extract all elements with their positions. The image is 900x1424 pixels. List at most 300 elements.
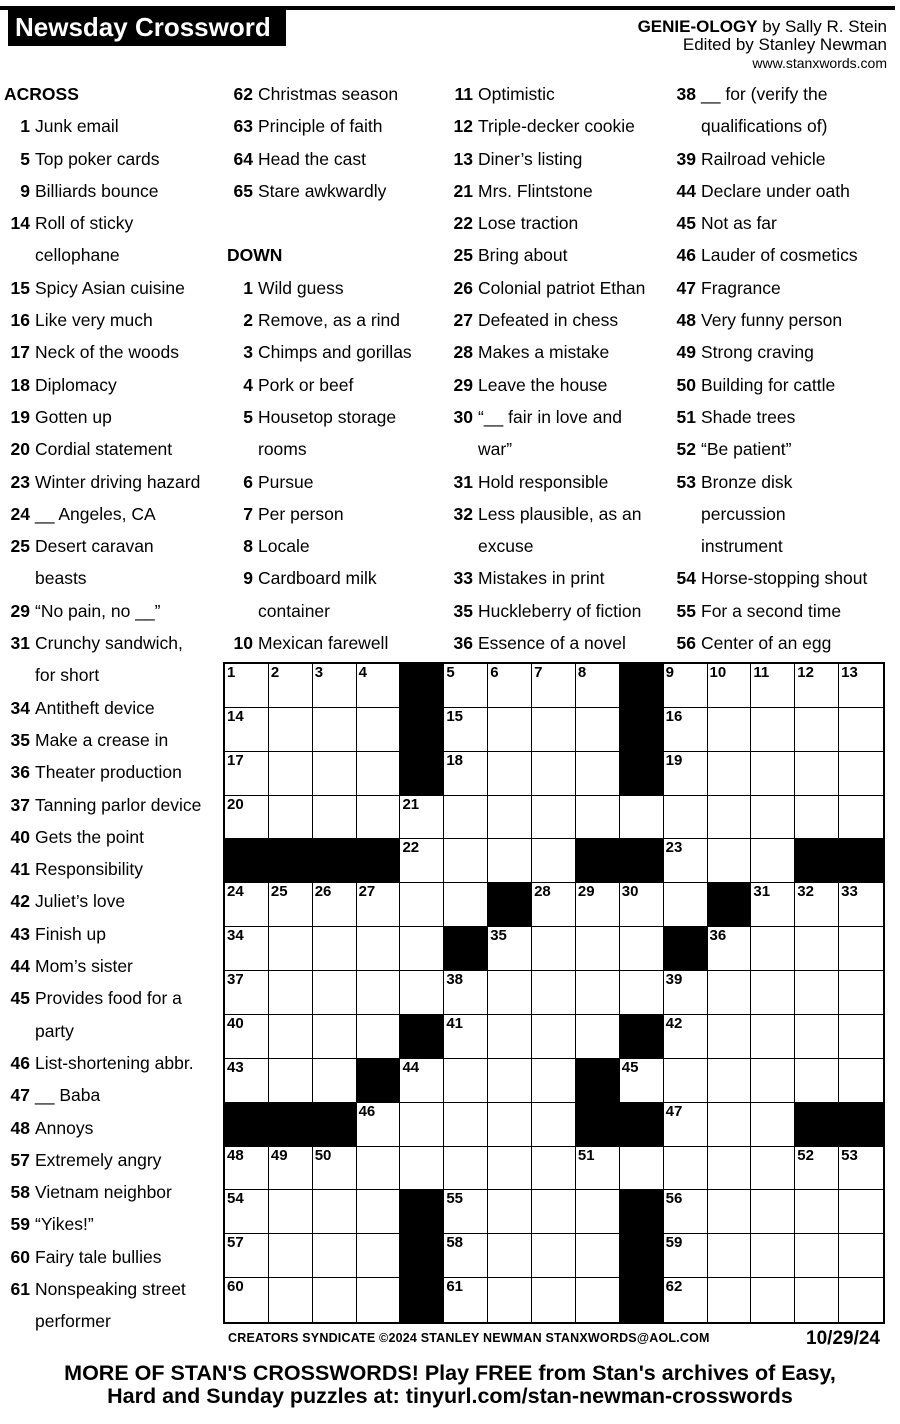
grid-cell[interactable] <box>664 971 708 1015</box>
grid-cell[interactable] <box>444 839 488 883</box>
grid-cell[interactable] <box>839 927 883 971</box>
clue-text: rooms <box>258 439 307 460</box>
clue-number: 9 <box>20 180 30 201</box>
grid-cell[interactable] <box>488 752 532 796</box>
grid-cell[interactable] <box>313 927 357 971</box>
grid-cell[interactable] <box>532 971 576 1015</box>
grid-cell[interactable] <box>795 1190 839 1234</box>
grid-cell[interactable] <box>795 971 839 1015</box>
grid-cell[interactable] <box>225 883 269 927</box>
grid-cell[interactable] <box>751 1059 795 1103</box>
grid-cell[interactable] <box>620 927 664 971</box>
grid-cell[interactable] <box>532 1059 576 1103</box>
grid-cell[interactable] <box>708 752 752 796</box>
cell-number: 25 <box>270 883 288 901</box>
grid-cell[interactable] <box>269 752 313 796</box>
grid-cell[interactable] <box>708 839 752 883</box>
grid-cell[interactable] <box>357 708 401 752</box>
grid-cell[interactable] <box>664 1234 708 1278</box>
clue-item <box>670 239 867 271</box>
clue-text: beasts <box>35 568 87 589</box>
grid-cell[interactable] <box>839 1147 883 1191</box>
clue-item <box>227 466 412 498</box>
clue-text: percussion <box>701 503 786 524</box>
grid-cell[interactable] <box>532 1234 576 1278</box>
clue-item <box>4 207 201 239</box>
grid-cell[interactable] <box>664 1103 708 1147</box>
grid-cell[interactable] <box>751 971 795 1015</box>
clue-item <box>670 401 867 433</box>
clue-number: 49 <box>676 342 696 363</box>
grid-cell[interactable] <box>444 1103 488 1147</box>
grid-cell[interactable] <box>532 664 576 708</box>
grid-cell[interactable] <box>532 1190 576 1234</box>
clue-item <box>227 369 412 401</box>
grid-cell[interactable] <box>269 1278 313 1322</box>
grid-cell[interactable] <box>708 971 752 1015</box>
grid-cell[interactable] <box>357 1190 401 1234</box>
grid-cell[interactable] <box>400 883 444 927</box>
grid-cell[interactable] <box>357 752 401 796</box>
grid-cell[interactable] <box>444 1234 488 1278</box>
clue-text: party <box>35 1020 74 1041</box>
grid-cell[interactable] <box>400 1103 444 1147</box>
cell-number: 50 <box>314 1146 332 1164</box>
grid-cell[interactable] <box>488 1015 532 1059</box>
clue-number: 16 <box>10 310 30 331</box>
promo-line-1: MORE OF STAN'S CROSSWORDS! Play FREE from Stan's archives of Easy, <box>64 1361 836 1385</box>
grid-cell[interactable] <box>269 796 313 840</box>
grid-cell[interactable] <box>269 708 313 752</box>
grid-cell[interactable] <box>488 1103 532 1147</box>
clue-text: cellophane <box>35 245 120 266</box>
cell-number: 37 <box>227 971 244 989</box>
clue-text: Make a crease in <box>35 729 169 750</box>
grid-cell[interactable] <box>620 1059 664 1103</box>
grid-cell[interactable] <box>313 708 357 752</box>
grid-cell[interactable] <box>269 1015 313 1059</box>
grid-cell[interactable] <box>313 1059 357 1103</box>
clue-text: Roll of sticky <box>35 213 134 234</box>
grid-cell[interactable] <box>269 927 313 971</box>
grid-cell[interactable] <box>444 1147 488 1191</box>
grid-cell[interactable] <box>708 927 752 971</box>
grid-cell[interactable] <box>313 883 357 927</box>
grid-cell[interactable] <box>839 664 883 708</box>
cell-number: 62 <box>665 1278 683 1296</box>
grid-cell[interactable] <box>225 1278 269 1322</box>
grid-cell[interactable] <box>400 1147 444 1191</box>
grid-cell[interactable] <box>751 1278 795 1322</box>
grid-cell[interactable] <box>225 664 269 708</box>
clue-item <box>447 272 645 304</box>
grid-cell[interactable] <box>444 1278 488 1322</box>
grid-cell[interactable] <box>357 1103 401 1147</box>
clue-item <box>670 78 867 110</box>
cell-number: 49 <box>270 1146 288 1164</box>
grid-cell[interactable] <box>795 883 839 927</box>
clue-number: 45 <box>676 213 696 234</box>
clue-number: 26 <box>453 277 473 298</box>
grid-cell[interactable] <box>444 752 488 796</box>
grid-cell[interactable] <box>664 708 708 752</box>
grid-cell[interactable] <box>488 796 532 840</box>
crossword-grid[interactable] <box>223 662 885 1324</box>
clue-number: 47 <box>10 1085 30 1106</box>
clue-item <box>447 562 645 594</box>
grid-cell[interactable] <box>444 971 488 1015</box>
grid-cell[interactable] <box>839 1059 883 1103</box>
clue-text: excuse <box>478 536 534 557</box>
clue-text: Billiards bounce <box>35 180 159 201</box>
grid-cell[interactable] <box>576 927 620 971</box>
grid-cell[interactable] <box>532 883 576 927</box>
clue-item <box>227 78 412 110</box>
grid-cell[interactable] <box>708 708 752 752</box>
grid-cell[interactable] <box>225 752 269 796</box>
clue-number: 8 <box>243 536 253 557</box>
cell-number: 16 <box>665 707 683 725</box>
grid-cell[interactable] <box>664 796 708 840</box>
black-square <box>444 927 488 971</box>
clue-text: Christmas season <box>258 84 399 104</box>
grid-cell[interactable] <box>839 1190 883 1234</box>
grid-cell[interactable] <box>488 971 532 1015</box>
website-link[interactable]: www.stanxwords.com <box>752 55 887 71</box>
grid-cell[interactable] <box>357 664 401 708</box>
grid-cell[interactable] <box>400 1059 444 1103</box>
clue-number: 6 <box>243 471 253 492</box>
grid-cell[interactable] <box>751 1234 795 1278</box>
grid-cell[interactable] <box>664 1278 708 1322</box>
clue-number: 40 <box>10 826 30 847</box>
clue-number: 30 <box>453 406 473 427</box>
clue-item <box>4 1208 201 1240</box>
grid-cell[interactable] <box>313 664 357 708</box>
clue-item <box>447 304 645 336</box>
grid-cell[interactable] <box>708 1103 752 1147</box>
clue-text: Mexican farewell <box>258 633 389 654</box>
grid-cell[interactable] <box>839 1015 883 1059</box>
grid-cell[interactable] <box>620 883 664 927</box>
grid-cell[interactable] <box>620 1147 664 1191</box>
grid-cell[interactable] <box>795 752 839 796</box>
clue-text: Per person <box>258 503 344 524</box>
clue-number: 48 <box>676 310 696 331</box>
grid-cell[interactable] <box>708 1278 752 1322</box>
grid-cell[interactable] <box>795 1234 839 1278</box>
grid-cell[interactable] <box>751 839 795 883</box>
grid-cell[interactable] <box>664 752 708 796</box>
grid-cell[interactable] <box>532 1147 576 1191</box>
grid-cell[interactable] <box>225 1147 269 1191</box>
grid-cell[interactable] <box>225 796 269 840</box>
grid-cell[interactable] <box>664 664 708 708</box>
grid-cell[interactable] <box>532 1103 576 1147</box>
clue-text: instrument <box>701 536 783 557</box>
grid-cell[interactable] <box>269 1190 313 1234</box>
grid-cell[interactable] <box>708 664 752 708</box>
grid-cell[interactable] <box>751 796 795 840</box>
grid-cell[interactable] <box>532 796 576 840</box>
grid-cell[interactable] <box>576 664 620 708</box>
grid-cell[interactable] <box>708 1147 752 1191</box>
black-square <box>313 839 357 883</box>
grid-cell[interactable] <box>488 1059 532 1103</box>
grid-cell[interactable] <box>751 1190 795 1234</box>
grid-cell[interactable] <box>444 1190 488 1234</box>
grid-cell[interactable] <box>576 1147 620 1191</box>
grid-cell[interactable] <box>269 1059 313 1103</box>
clue-item <box>4 853 201 885</box>
grid-cell[interactable] <box>751 708 795 752</box>
clue-item <box>447 110 645 142</box>
black-square <box>620 752 664 796</box>
grid-cell[interactable] <box>488 927 532 971</box>
grid-cell[interactable] <box>357 1234 401 1278</box>
grid-cell[interactable] <box>664 1147 708 1191</box>
grid-cell[interactable] <box>532 1278 576 1322</box>
grid-cell[interactable] <box>839 752 883 796</box>
clue-item <box>670 304 867 336</box>
spacer <box>227 207 412 239</box>
grid-cell[interactable] <box>488 664 532 708</box>
black-square <box>620 1015 664 1059</box>
cell-number: 54 <box>227 1190 244 1208</box>
grid-cell[interactable] <box>620 971 664 1015</box>
grid-cell[interactable] <box>839 883 883 927</box>
clue-number: 1 <box>243 277 253 298</box>
grid-cell[interactable] <box>225 1234 269 1278</box>
grid-cell[interactable] <box>839 1234 883 1278</box>
black-square <box>357 839 401 883</box>
grid-cell[interactable] <box>532 752 576 796</box>
grid-cell[interactable] <box>313 752 357 796</box>
grid-cell[interactable] <box>444 883 488 927</box>
clue-item <box>4 1079 201 1111</box>
grid-cell[interactable] <box>532 927 576 971</box>
clue-item <box>227 627 412 659</box>
clue-item <box>4 1305 201 1337</box>
grid-cell[interactable] <box>357 1015 401 1059</box>
clue-text: Crunchy sandwich, <box>35 633 183 654</box>
grid-cell[interactable] <box>444 664 488 708</box>
clue-text: Railroad vehicle <box>701 148 826 169</box>
grid-cell[interactable] <box>664 1190 708 1234</box>
grid-cell[interactable] <box>795 796 839 840</box>
grid-cell[interactable] <box>576 883 620 927</box>
grid-cell[interactable] <box>400 796 444 840</box>
grid-cell[interactable] <box>357 796 401 840</box>
grid-cell[interactable] <box>839 708 883 752</box>
grid-cell[interactable] <box>664 839 708 883</box>
grid-cell[interactable] <box>576 1015 620 1059</box>
grid-cell[interactable] <box>532 839 576 883</box>
grid-cell[interactable] <box>225 971 269 1015</box>
grid-cell[interactable] <box>751 752 795 796</box>
grid-cell[interactable] <box>664 1015 708 1059</box>
clue-item <box>4 530 201 562</box>
grid-cell[interactable] <box>708 1015 752 1059</box>
grid-cell[interactable] <box>225 708 269 752</box>
grid-cell[interactable] <box>751 883 795 927</box>
grid-cell[interactable] <box>576 971 620 1015</box>
grid-cell[interactable] <box>225 1015 269 1059</box>
cell-number: 52 <box>797 1146 814 1164</box>
grid-cell[interactable] <box>839 971 883 1015</box>
grid-cell[interactable] <box>751 1103 795 1147</box>
grid-cell[interactable] <box>313 1190 357 1234</box>
grid-cell[interactable] <box>576 796 620 840</box>
clue-number: 3 <box>243 342 253 363</box>
clue-item <box>447 207 645 239</box>
clue-number: 17 <box>10 342 30 363</box>
clue-text: Cardboard milk <box>258 568 377 589</box>
grid-cell[interactable] <box>795 1147 839 1191</box>
grid-cell[interactable] <box>488 1278 532 1322</box>
clue-text: Strong craving <box>701 342 814 363</box>
grid-cell[interactable] <box>400 839 444 883</box>
grid-cell[interactable] <box>225 927 269 971</box>
grid-cell[interactable] <box>795 708 839 752</box>
grid-cell[interactable] <box>357 971 401 1015</box>
grid-cell[interactable] <box>576 1278 620 1322</box>
grid-cell[interactable] <box>269 883 313 927</box>
cell-number: 41 <box>446 1014 464 1032</box>
grid-cell[interactable] <box>444 1059 488 1103</box>
clue-text: Optimistic <box>478 84 555 104</box>
grid-cell[interactable] <box>444 1015 488 1059</box>
clue-text: Tanning parlor device <box>35 794 202 815</box>
clue-item <box>4 821 201 853</box>
grid-cell[interactable] <box>488 1234 532 1278</box>
grid-cell[interactable] <box>488 1190 532 1234</box>
black-square <box>620 1234 664 1278</box>
grid-cell[interactable] <box>269 664 313 708</box>
clue-text: Fragrance <box>701 277 781 298</box>
grid-cell[interactable] <box>400 927 444 971</box>
grid-cell[interactable] <box>488 708 532 752</box>
clue-text: Shade trees <box>701 406 796 427</box>
grid-cell[interactable] <box>795 1278 839 1322</box>
clue-text: Remove, as a rind <box>258 310 401 331</box>
grid-cell[interactable] <box>795 1015 839 1059</box>
cell-number: 48 <box>227 1146 244 1164</box>
grid-cell[interactable] <box>313 1278 357 1322</box>
clue-item <box>4 272 201 304</box>
clue-item <box>227 272 412 304</box>
grid-cell[interactable] <box>795 927 839 971</box>
grid-cell[interactable] <box>532 708 576 752</box>
grid-cell[interactable] <box>576 752 620 796</box>
grid-cell[interactable] <box>795 664 839 708</box>
grid-cell[interactable] <box>313 971 357 1015</box>
grid-cell[interactable] <box>576 1234 620 1278</box>
clue-text: Diner’s listing <box>478 148 583 169</box>
grid-cell[interactable] <box>488 1147 532 1191</box>
clue-item <box>447 369 645 401</box>
grid-cell[interactable] <box>444 708 488 752</box>
clue-item <box>227 401 412 433</box>
grid-cell[interactable] <box>751 1147 795 1191</box>
grid-cell[interactable] <box>313 1234 357 1278</box>
clue-text: Lose traction <box>478 213 579 234</box>
black-square <box>620 1103 664 1147</box>
clue-number: 24 <box>10 503 30 524</box>
clue-text: Bring about <box>478 245 568 266</box>
grid-cell[interactable] <box>839 796 883 840</box>
clue-text: Declare under oath <box>701 180 850 201</box>
clue-column-4 <box>670 78 867 659</box>
grid-cell[interactable] <box>708 1190 752 1234</box>
clue-number: 5 <box>20 148 30 169</box>
grid-cell[interactable] <box>532 1015 576 1059</box>
clue-item <box>227 143 412 175</box>
clue-number: 28 <box>453 342 473 363</box>
clue-text: Diplomacy <box>35 374 117 395</box>
grid-cell[interactable] <box>225 1059 269 1103</box>
clue-number: 57 <box>10 1149 30 1170</box>
clue-text: Huckleberry of fiction <box>478 600 642 621</box>
black-square <box>400 1234 444 1278</box>
grid-cell[interactable] <box>313 1015 357 1059</box>
grid-cell[interactable] <box>313 796 357 840</box>
cell-number: 19 <box>665 751 683 769</box>
cell-number: 31 <box>753 883 771 901</box>
grid-cell[interactable] <box>576 1190 620 1234</box>
grid-cell[interactable] <box>708 1234 752 1278</box>
clue-text: war” <box>478 439 513 460</box>
grid-cell[interactable] <box>664 883 708 927</box>
black-square <box>795 839 839 883</box>
grid-cell[interactable] <box>357 883 401 927</box>
grid-cell[interactable] <box>357 1278 401 1322</box>
grid-cell[interactable] <box>751 927 795 971</box>
grid-cell[interactable] <box>313 1147 357 1191</box>
grid-cell[interactable] <box>269 971 313 1015</box>
grid-cell[interactable] <box>839 1278 883 1322</box>
clue-item <box>670 272 867 304</box>
clue-text: Pursue <box>258 471 314 492</box>
clue-number: 59 <box>10 1214 30 1235</box>
grid-cell[interactable] <box>708 1059 752 1103</box>
grid-cell[interactable] <box>357 927 401 971</box>
grid-cell[interactable] <box>357 1147 401 1191</box>
grid-cell[interactable] <box>576 708 620 752</box>
grid-cell[interactable] <box>664 1059 708 1103</box>
grid-cell[interactable] <box>269 1234 313 1278</box>
grid-cell[interactable] <box>795 1059 839 1103</box>
grid-cell[interactable] <box>488 839 532 883</box>
grid-cell[interactable] <box>269 1147 313 1191</box>
grid-cell[interactable] <box>400 971 444 1015</box>
clue-text: Mrs. Flintstone <box>478 180 593 201</box>
grid-cell[interactable] <box>225 1190 269 1234</box>
grid-cell[interactable] <box>751 1015 795 1059</box>
puzzle-author: by Sally R. Stein <box>757 17 887 36</box>
grid-cell[interactable] <box>444 796 488 840</box>
clue-text: Mistakes in print <box>478 568 605 589</box>
grid-cell[interactable] <box>620 796 664 840</box>
clue-item <box>447 433 645 465</box>
clue-item <box>4 627 201 659</box>
grid-cell[interactable] <box>708 796 752 840</box>
clue-text: Horse-stopping shout <box>701 568 868 589</box>
clue-text: Annoys <box>35 1117 94 1138</box>
clue-number: 58 <box>10 1182 30 1203</box>
grid-cell[interactable] <box>751 664 795 708</box>
clue-text: Responsibility <box>35 859 143 880</box>
